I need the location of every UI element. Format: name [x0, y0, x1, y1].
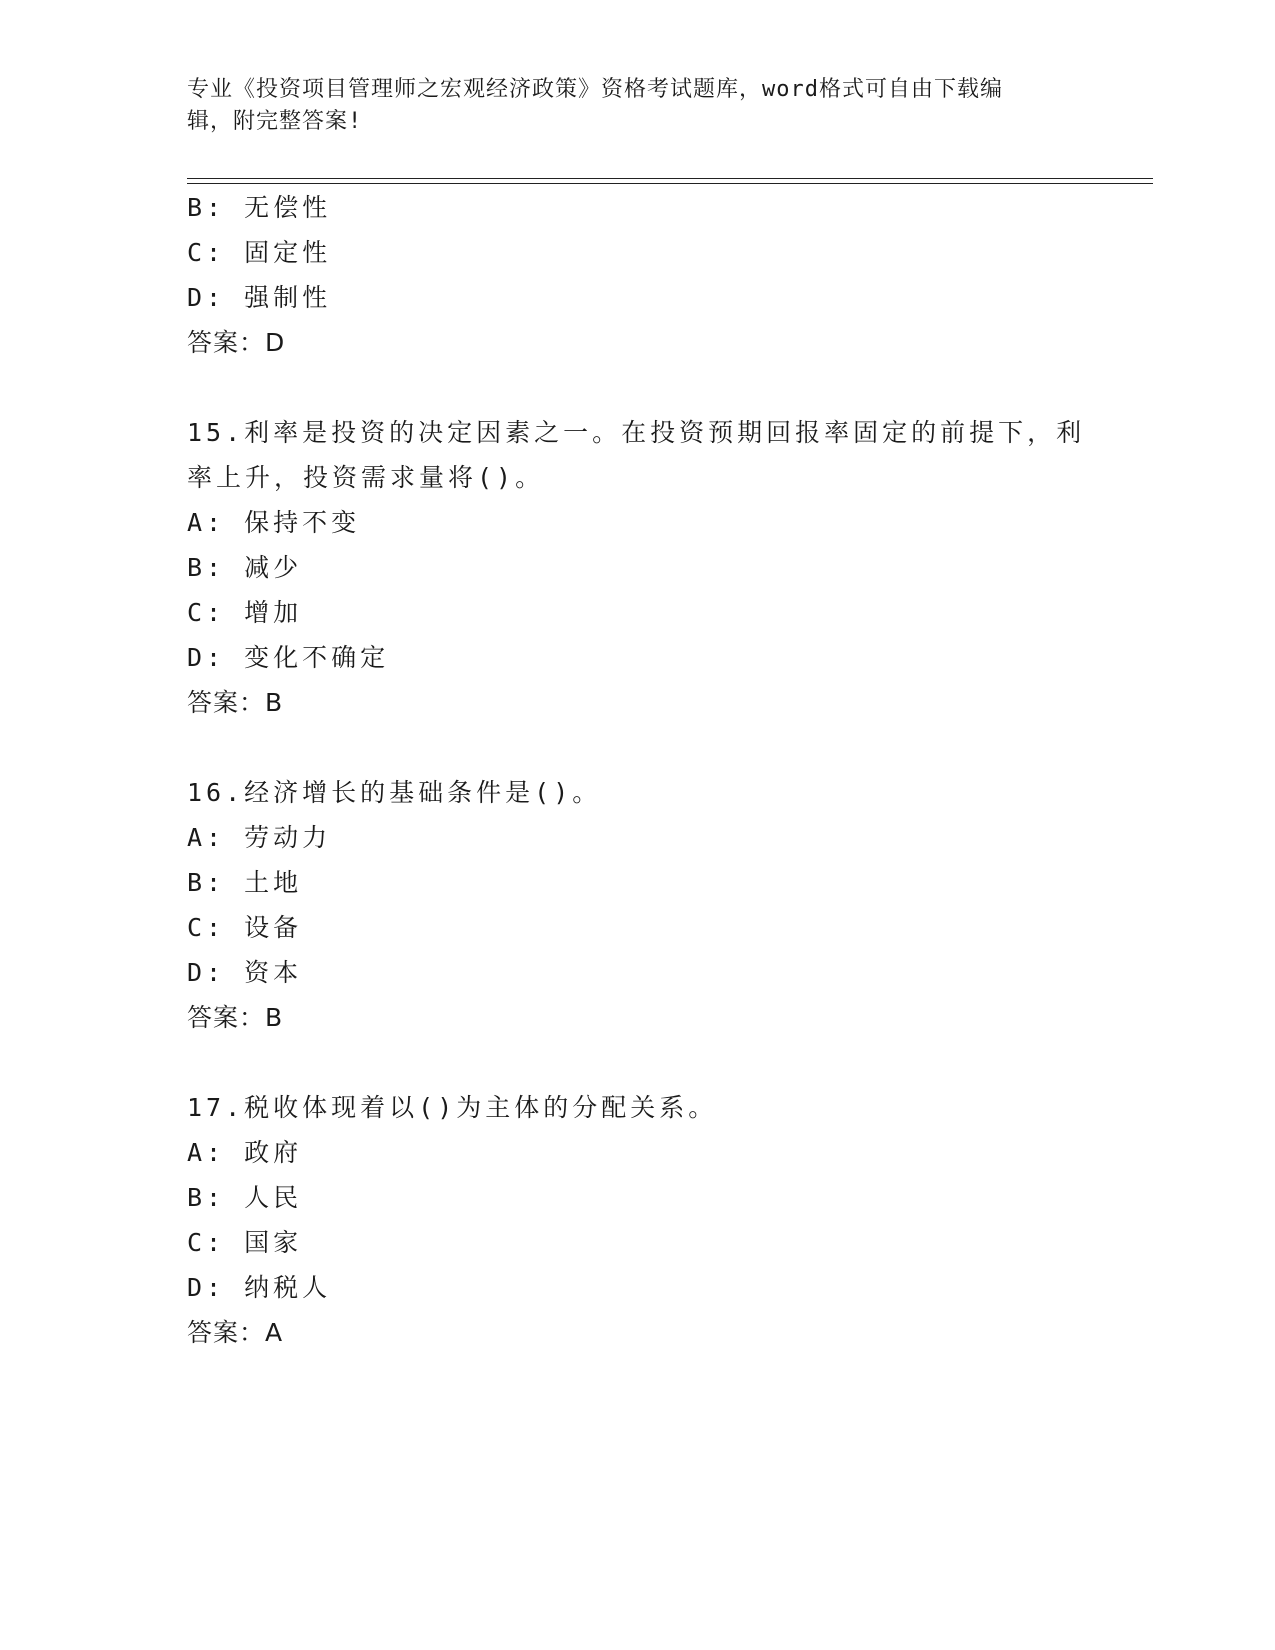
question-17-option-c: C: 国家: [187, 1228, 303, 1257]
header-line-2: 辑，附完整答案!: [187, 109, 363, 134]
question-17-option-d: D: 纳税人: [187, 1273, 332, 1302]
question-15-answer: 答案：B: [187, 688, 284, 717]
question-16-stem: 16.经济增长的基础条件是()。: [187, 778, 602, 807]
question-15-option-a: A: 保持不变: [187, 508, 361, 537]
question-17-answer: 答案：A: [187, 1318, 284, 1347]
header-divider-top: [187, 178, 1153, 179]
header-line-1: 专业《投资项目管理师之宏观经济政策》资格考试题库，word格式可自由下载编: [187, 77, 1003, 102]
question-15-option-d: D: 变化不确定: [187, 643, 390, 672]
question-15-option-b: B: 减少: [187, 553, 303, 582]
option-d: D: 强制性: [187, 283, 332, 312]
question-15-stem-line-2: 率上升，投资需求量将()。: [187, 463, 545, 492]
question-15-option-c: C: 增加: [187, 598, 303, 627]
question-16-option-c: C: 设备: [187, 913, 303, 942]
document-header: [187, 74, 1067, 138]
answer-line: 答案：D: [187, 328, 286, 357]
question-16-option-b: B: 土地: [187, 868, 303, 897]
question-15-stem-line-1: 15.利率是投资的决定因素之一。在投资预期回报率固定的前提下，利: [187, 418, 1086, 447]
option-c: C: 固定性: [187, 238, 332, 267]
option-b: B: 无偿性: [187, 193, 332, 222]
question-16-option-d: D: 资本: [187, 958, 303, 987]
question-17-option-b: B: 人民: [187, 1183, 303, 1212]
question-17-stem: 17.税收体现着以()为主体的分配关系。: [187, 1093, 718, 1122]
header-divider-bottom: [187, 183, 1153, 184]
question-16-option-a: A: 劳动力: [187, 823, 332, 852]
question-16-answer: 答案：B: [187, 1003, 284, 1032]
question-17-option-a: A: 政府: [187, 1138, 303, 1167]
